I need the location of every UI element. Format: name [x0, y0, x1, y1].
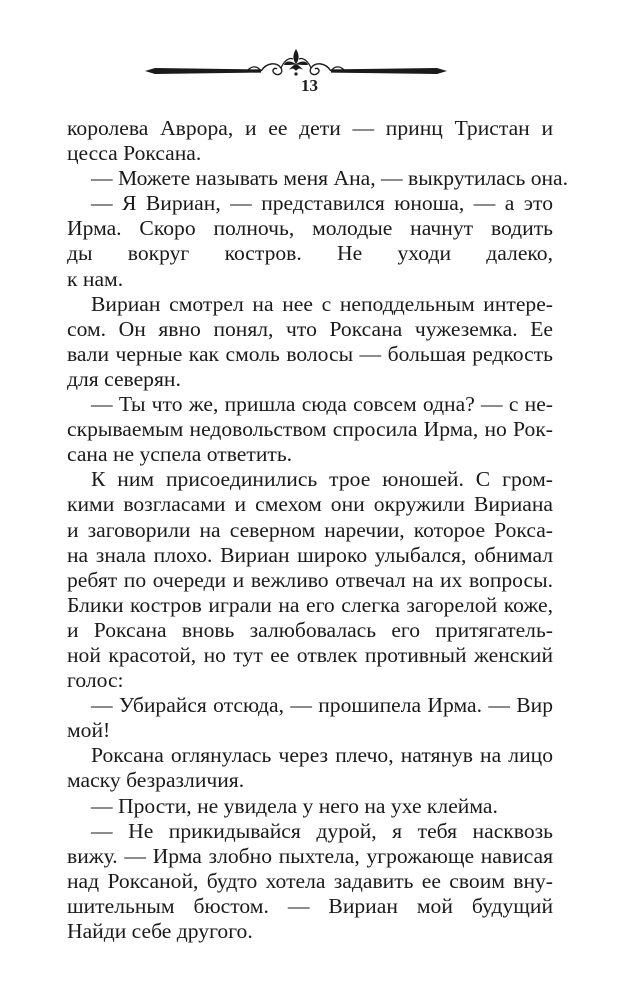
text-line: на знала плохо. Вириан широко улыбался, обнимал — [67, 542, 553, 567]
text-line: — Прости, не увидела у него на ухе клейма. — [91, 793, 498, 818]
text-line: Роксана оглянулась через плечо, натянув на лицо — [91, 743, 553, 768]
text-line: кими возгласами и смехом они окружили Вириана — [67, 492, 553, 517]
text-line: королева Аврора, и ее дети — принц Тристан и — [67, 116, 553, 140]
text-line: скрываемым недовольством спросила Ирма, но Рок- — [67, 417, 553, 442]
page-number: 13 — [301, 76, 318, 95]
text-line: и заговорили на северном наречии, которое Рокса- — [67, 517, 553, 542]
text-line: мой! — [67, 718, 111, 743]
text-line: вали черные как смоль волосы — большая редкость — [67, 341, 553, 366]
text-line: к нам. — [67, 266, 124, 291]
text-line: — Я Вириан, — представился юноша, — а это — [91, 191, 553, 216]
text-line: сом. Он явно понял, что Роксана чужеземка. Ее — [67, 316, 553, 341]
text-line: над Роксаной, будто хотела задавить ее своим вну- — [67, 868, 553, 893]
text-line: Вириан смотрел на нее с неподдельным интере- — [91, 291, 553, 316]
text-line: маску безразличия. — [67, 768, 245, 793]
text-line: Блики костров играли на его слегка загорелой коже, — [67, 592, 553, 617]
text-line: — Можете называть меня Ана, — выкрутилась она. — [91, 166, 569, 191]
text-line: — Убирайся отсюда, — прошипела Ирма. — Вир — [91, 693, 553, 718]
text-line: К ним присоединились трое юношей. С гром- — [91, 467, 553, 492]
header-ornament-icon — [143, 46, 449, 80]
text-line: — Ты что же, пришла сюда совсем одна? — с не- — [91, 392, 553, 417]
text-line: вижу. — Ирма злобно пыхтела, угрожающе нависая — [67, 843, 553, 868]
text-line: цесса Роксана. — [67, 141, 202, 166]
text-line: ребят по очереди и вежливо отвечал на их вопросы. — [67, 567, 553, 592]
text-line: Ирма. Скоро полночь, молодые начнут водить — [67, 216, 553, 241]
body-text — [67, 116, 569, 944]
text-line: сана не успела ответить. — [67, 442, 293, 467]
text-line: и Роксана вновь залюбовалась его притягатель- — [67, 617, 553, 642]
text-line: для северян. — [67, 366, 181, 391]
text-line: голос: — [67, 668, 124, 693]
text-line: — Не прикидывайся дурой, я тебя насквозь — [91, 818, 553, 843]
text-line: шительным бюстом. — Вириан мой будущий — [67, 893, 553, 918]
text-line: ной красотой, но тут ее отвлек противный женский — [67, 642, 553, 667]
text-line: Найди себе другого. — [67, 919, 253, 943]
text-line: ды вокруг костров. Не уходи далеко, — [67, 241, 553, 266]
